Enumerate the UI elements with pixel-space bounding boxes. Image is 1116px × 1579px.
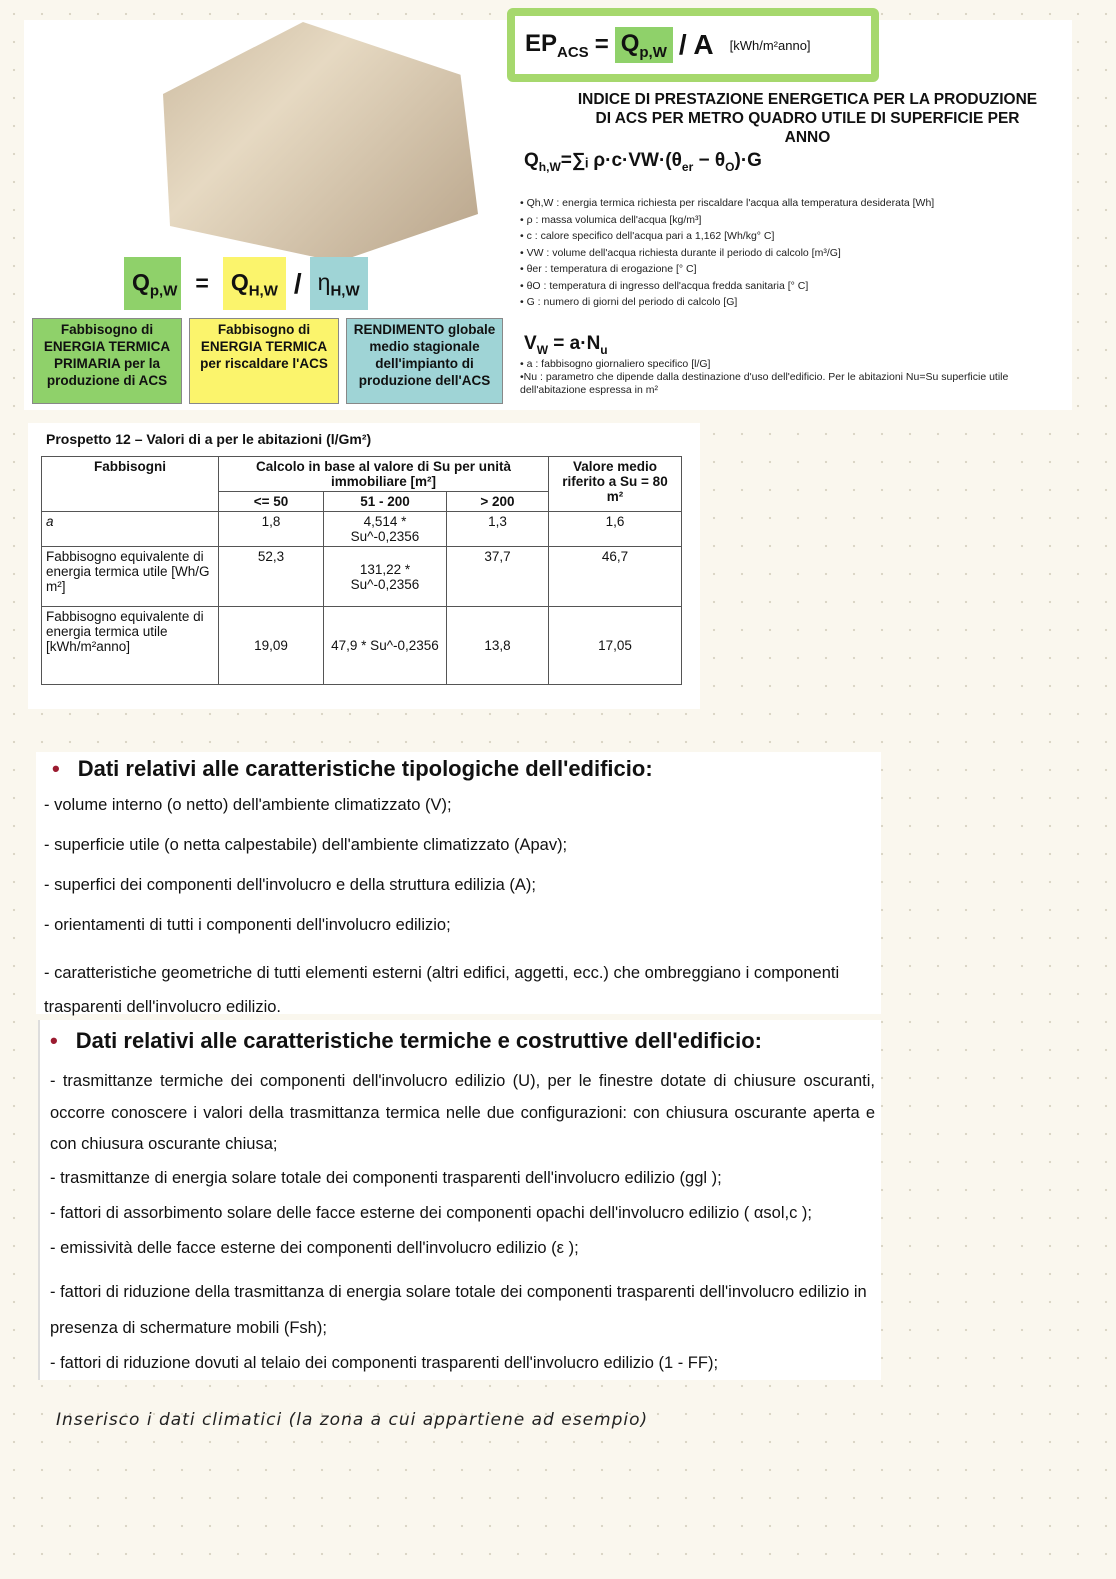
variable-legend bbox=[520, 195, 934, 311]
legend-item: • Qh,W : energia termica richiesta per riscaldare l'acqua alla temperatura desiderata [Wh] bbox=[520, 197, 935, 209]
title-line: ANNO bbox=[784, 129, 831, 146]
eta-term: $\eta_{H,W}$ bbox=[310, 257, 368, 310]
qpw-box: $Q_{p,W}$ bbox=[615, 27, 673, 64]
unit: [kWh/m²anno] bbox=[729, 37, 811, 53]
legend-item: • c : calore specifico dell'acqua pari a 1,162 [Wh/kg° C] bbox=[520, 230, 775, 242]
list-item: - superfici dei componenti dell'involucro e della struttura edilizia (A); bbox=[44, 876, 536, 894]
section-thermal bbox=[38, 1020, 881, 1380]
box-primary-energy: Fabbisogno di ENERGIA TERMICA PRIMARIA per la produzione di ACS bbox=[32, 318, 182, 404]
divide: / bbox=[293, 267, 302, 299]
table-row: Fabbisogno equivalente di energia termica utile [kWh/m²anno] 19,09 47,9 * Su^-0,2356 13,8 17,05 bbox=[42, 607, 682, 685]
vw-legend bbox=[520, 358, 1070, 397]
values-table bbox=[41, 456, 682, 685]
col-header: Fabbisogni bbox=[42, 457, 219, 512]
section-typological bbox=[36, 752, 881, 1014]
list-item: - fattori di assorbimento solare delle facce esterne dei componenti opachi dell'involucro edilizio ( αsol,c ); bbox=[50, 1203, 812, 1222]
legend-item: •Nu : parametro che dipende dalla destinazione d'uso dell'edificio. Per le abitazioni Nu=Su superficie utile dell'abitazione espressa in m² bbox=[520, 371, 1009, 396]
col-header: Calcolo in base al valore di Su per unità immobiliare [m²] bbox=[219, 457, 549, 492]
list-item: - trasmittanze termiche dei componenti dell'involucro edilizio (U), per le finestre dotate di chiusure oscuranti, occorre conoscere i valori della trasmittanza termica nelle due configurazioni: con chiusura oscurante aperta e con chiusura oscurante chiusa; bbox=[50, 1072, 875, 1153]
title-line: DI ACS PER METRO QUADRO UTILE DI SUPERFICIE PER bbox=[595, 110, 1020, 127]
legend-item: • VW : volume dell'acqua richiesta durante il periodo di calcolo [m³/G] bbox=[520, 246, 841, 259]
divide-a: / A bbox=[678, 29, 714, 60]
title-line: INDICE DI PRESTAZIONE ENERGETICA PER LA PRODUZIONE bbox=[577, 91, 1038, 108]
prospetto-12 bbox=[28, 423, 700, 709]
index-title bbox=[545, 90, 1070, 147]
list-item: - fattori di riduzione della trasmittanza di energia solare totale dei componenti trasparenti dell'involucro edilizio in presenza di schermature mobili (Fsh); bbox=[50, 1282, 867, 1337]
table-row: Fabbisogno equivalente di energia termica utile [Wh/G m²] 52,3 131,22 * Su^-0,2356 37,7 46,7 bbox=[42, 547, 682, 607]
list-item: - caratteristiche geometriche di tutti elementi esterni (altri edifici, aggetti, ecc.) che ombreggiano i componenti trasparenti dell'involucro edilizio. bbox=[44, 964, 840, 1016]
box-efficiency: RENDIMENTO globale medio stagionale dell'impianto di produzione dell'ACS bbox=[346, 318, 503, 404]
legend-item: • G : numero di giorni del periodo di calcolo [G] bbox=[520, 296, 738, 308]
qpw-equation bbox=[124, 256, 398, 311]
table-row: a 1,8 4,514 * Su^-0,2356 1,3 1,6 bbox=[42, 512, 682, 547]
ep-label: $EP_{ACS}$ bbox=[525, 29, 589, 61]
legend-item: • a : fabbisogno giornaliero specifico [l/G] bbox=[520, 358, 711, 370]
col-header: > 200 bbox=[447, 492, 549, 512]
equals: = bbox=[195, 270, 209, 296]
vw-formula: $V_W = a\cdot N_u$ bbox=[524, 333, 608, 357]
list-item: - volume interno (o netto) dell'ambiente climatizzato (V); bbox=[44, 796, 452, 814]
legend-item: • θO : temperatura di ingresso dell'acqua fredda sanitaria [° C] bbox=[520, 279, 809, 292]
list-item: - trasmittanze di energia solare totale dei componenti trasparenti dell'involucro edilizio (ggl ); bbox=[50, 1168, 722, 1187]
list-item: - orientamenti di tutti i componenti dell'involucro edilizio; bbox=[44, 916, 451, 934]
col-header: <= 50 bbox=[219, 492, 324, 512]
handwritten-note: Inserisco i dati climatici (la zona a cui appartiene ad esempio) bbox=[56, 1410, 649, 1430]
qpw-term: $Q_{p,W}$ bbox=[124, 257, 181, 310]
table-title: Prospetto 12 – Valori di a per le abitazioni (l/Gm²) bbox=[46, 431, 372, 447]
list-item: - fattori di riduzione dovuti al telaio dei componenti trasparenti dell'involucro edilizio (1 - FF); bbox=[50, 1353, 719, 1372]
list-item: - emissività delle facce esterne dei componenti dell'involucro edilizio (ε ); bbox=[50, 1238, 579, 1257]
ep-acs-formula bbox=[507, 8, 879, 82]
qhw-formula: $Q_{h,W}=\sum ᵢ$ $\rho\cdot c\cdot VW\cdot(\theta_{er} - \theta_O)\cdot G$ bbox=[524, 150, 762, 174]
col-header: Valore medio riferito a Su = 80 m² bbox=[549, 457, 682, 512]
section-heading: • Dati relativi alle caratteristiche tipologiche dell'edificio: bbox=[52, 756, 653, 781]
qhw-term: $Q_{H,W}$ bbox=[223, 257, 286, 310]
col-header: 51 - 200 bbox=[324, 492, 447, 512]
box-thermal-energy: Fabbisogno di ENERGIA TERMICA per riscaldare l'ACS bbox=[189, 318, 339, 404]
section-heading: • Dati relativi alle caratteristiche termiche e costruttive dell'edificio: bbox=[50, 1028, 762, 1053]
legend-item: • ρ : massa volumica dell'acqua [kg/m³] bbox=[520, 213, 702, 226]
legend-item: • θer : temperatura di erogazione [° C] bbox=[520, 263, 697, 275]
list-item: - superficie utile (o netta calpestabile) dell'ambiente climatizzato (Apav); bbox=[44, 836, 568, 854]
equals: = bbox=[594, 31, 609, 58]
